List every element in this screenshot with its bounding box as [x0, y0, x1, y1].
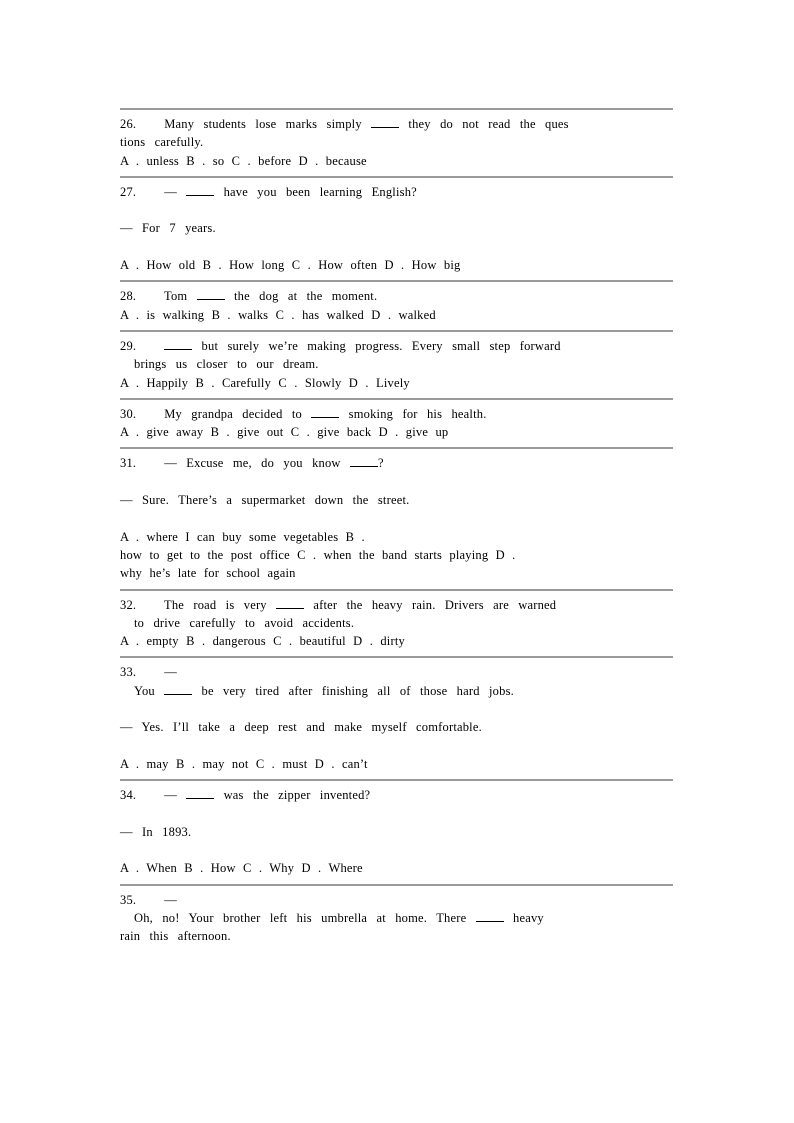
answer-options: A . is walking B . walks C . has walked D . walked	[120, 307, 436, 322]
question-text: 29. but surely we’re making progress. Every small step forward	[120, 338, 561, 353]
question-text: 26. Many students lose marks simply they do not read the ques	[120, 117, 569, 131]
question-text: 32. The road is very after the heavy rain. Drivers are warned	[120, 597, 557, 612]
question-34	[120, 779, 673, 883]
question-32	[120, 589, 673, 657]
answer-line: — Yes. I’ll take a deep rest and make myself comfortable.	[120, 720, 482, 735]
question-35	[120, 884, 673, 952]
answer-blank[interactable]	[186, 787, 214, 799]
question-26	[120, 108, 673, 176]
question-text: You be very tired after finishing all of those hard jobs.	[134, 683, 514, 698]
answer-blank[interactable]	[197, 288, 225, 300]
question-28	[120, 280, 673, 330]
answer-blank[interactable]	[371, 116, 399, 128]
answer-blank[interactable]	[311, 406, 339, 418]
answer-option-line: why he’s late for school again	[120, 566, 296, 581]
answer-blank[interactable]	[186, 184, 214, 196]
question-text: 31. — Excuse me, do you know ?	[120, 456, 384, 471]
answer-options: A . How old B . How long C . How often D . How big	[120, 258, 461, 273]
answer-options: A . give away B . give out C . give back D . give up	[120, 425, 449, 440]
answer-option-line: how to get to the post office C . when the band starts playing D .	[120, 547, 516, 562]
answer-option-line: A . where I can buy some vegetables B .	[120, 529, 365, 544]
question-text-cont: tions carefully.	[120, 135, 204, 150]
question-text: Oh, no! Your brother left his umbrella at home. There heavy	[134, 910, 544, 925]
answer-options: A . When B . How C . Why D . Where	[120, 861, 363, 876]
answer-options: A . unless B . so C . before D . because	[120, 153, 367, 168]
answer-line: — In 1893.	[120, 824, 192, 839]
answer-options: A . Happily B . Carefully C . Slowly D . Lively	[120, 375, 410, 390]
question-31	[120, 447, 673, 588]
question-number: 35. —	[120, 892, 177, 907]
answer-blank[interactable]	[164, 338, 192, 350]
answer-blank[interactable]	[476, 910, 504, 922]
question-text-cont: rain this afternoon.	[120, 929, 231, 944]
question-text: 27. — have you been learning English?	[120, 184, 417, 199]
question-list	[120, 108, 673, 952]
answer-options: A . empty B . dangerous C . beautiful D . dirty	[120, 634, 405, 649]
question-30	[120, 398, 673, 448]
question-27	[120, 176, 673, 280]
question-text: 34. — was the zipper invented?	[120, 788, 371, 803]
question-text: 30. My grandpa decided to smoking for his health.	[120, 406, 487, 421]
answer-blank[interactable]	[164, 683, 192, 695]
answer-line: — Sure. There’s a supermarket down the street.	[120, 493, 410, 508]
answer-line: — For 7 years.	[120, 221, 216, 236]
question-text-cont: brings us closer to our dream.	[134, 357, 319, 372]
question-text-cont: to drive carefully to avoid accidents.	[134, 615, 355, 630]
answer-options: A . may B . may not C . must D . can’t	[120, 756, 368, 771]
question-29	[120, 330, 673, 398]
question-number: 33. —	[120, 665, 177, 680]
question-33	[120, 656, 673, 779]
answer-blank[interactable]	[276, 597, 304, 609]
question-text: 28. Tom the dog at the moment.	[120, 289, 378, 304]
answer-blank[interactable]	[350, 455, 378, 467]
